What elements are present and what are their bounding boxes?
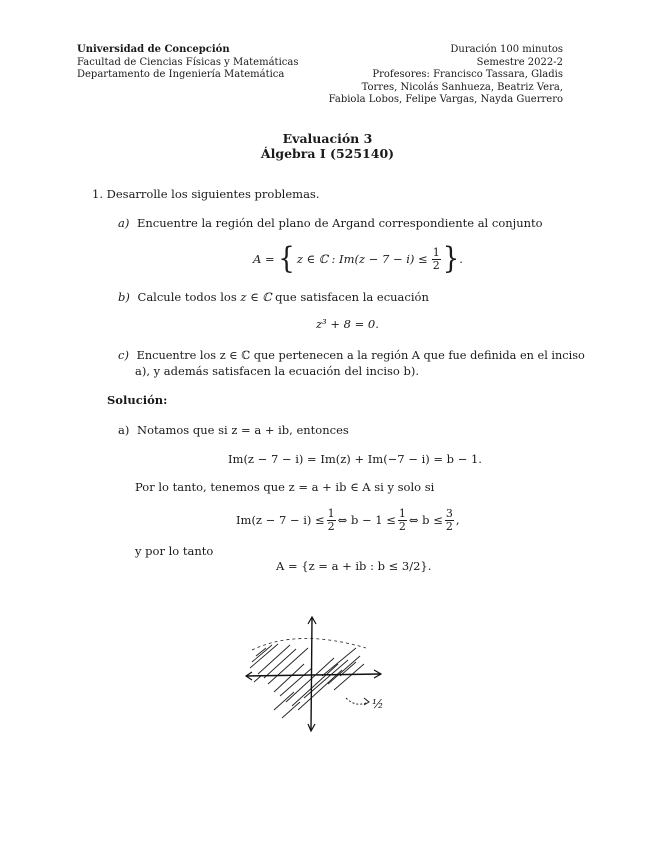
semester: Semestre 2022-2: [476, 56, 563, 68]
equivalence-chain: [236, 503, 460, 537]
cubic-equation: z³ + 8 = 0.: [316, 317, 379, 331]
frac-denominator: 2: [327, 519, 335, 533]
frac-numerator: 1: [432, 245, 440, 259]
university-name: Universidad de Concepción: [77, 44, 230, 55]
header-exam-info: [323, 44, 563, 107]
frac-numerator: 1: [327, 506, 335, 520]
solution-a-label: a): [118, 423, 130, 437]
duration: Duración 100 minutos: [450, 44, 563, 55]
region-sketch: [238, 612, 388, 737]
item-a: [118, 216, 543, 231]
faculty-name: Facultad de Ciencias Físicas y Matemáticas: [77, 56, 299, 68]
professors-line: Fabiola Lobos, Felipe Vargas, Nayda Guerrero: [328, 94, 563, 105]
fraction-half: [327, 508, 336, 533]
boundary-line: [252, 638, 366, 650]
problem-text: Desarrolle los siguientes problemas.: [106, 187, 320, 201]
set-body: z ∈ ℂ : Im(z − 7 − i) ≤: [296, 252, 428, 266]
problem-number: 1.: [92, 187, 103, 201]
and-so-text: y por lo tanto: [135, 544, 214, 558]
problem-statement: [92, 187, 320, 202]
real-axis: [246, 674, 380, 676]
item-b-text-pre: Calcule todos los: [137, 290, 237, 304]
chain-part2: ⇔ b − 1 ≤: [337, 513, 396, 527]
department-name: Departamento de Ingeniería Matemática: [77, 69, 285, 80]
course-title: Álgebra I (525140): [260, 146, 395, 161]
fraction-half: [432, 247, 441, 272]
eq-lhs: A =: [253, 252, 279, 266]
item-b-var: z ∈ ℂ: [240, 290, 272, 304]
solution-heading: Solución:: [107, 393, 168, 407]
frac-denominator: 2: [445, 519, 453, 533]
fraction-half: [398, 508, 407, 533]
exam-title: Evaluación 3: [282, 131, 373, 146]
professors-line: Torres, Nicolás Sanhueza, Beatriz Vera,: [361, 81, 563, 93]
right-brace: }: [442, 241, 460, 277]
imaginary-part-equation: Im(z − 7 − i) = Im(z) + Im(−7 − i) = b − 1.: [228, 452, 482, 466]
solution-a-intro: [118, 423, 349, 438]
frac-numerator: 3: [445, 506, 453, 520]
imaginary-axis: [311, 618, 312, 730]
hatch-lines: [250, 644, 364, 718]
item-a-label: a): [118, 216, 130, 230]
frac-numerator: 1: [398, 506, 406, 520]
solution-therefore: Por lo tanto, tenemos que z = a + ib ∈ A si y solo si: [135, 480, 435, 494]
item-b-label: b): [118, 290, 130, 304]
chain-part3: ⇔ b ≤: [408, 513, 443, 527]
chain-part1: Im(z − 7 − i) ≤: [236, 513, 325, 527]
frac-denominator: 2: [398, 519, 406, 533]
eq-end: .: [459, 252, 463, 266]
annotation-arrowhead-icon: [364, 698, 369, 705]
left-brace: {: [278, 241, 295, 277]
item-c: [118, 348, 585, 364]
item-c-line1: Encuentre los z ∈ ℂ que pertenecen a la región A que fue definida en el inciso: [136, 349, 585, 362]
set-a-equation: [253, 241, 463, 277]
item-c-line2: a), y además satisfacen la ecuación del inciso b).: [135, 364, 420, 378]
professors-line: Profesores: Francisco Tassara, Gladis: [372, 69, 563, 80]
frac-denominator: 2: [432, 258, 440, 272]
item-b: [118, 290, 429, 305]
set-a-result: A = {z = a + ib : b ≤ 3/2}.: [276, 559, 432, 573]
axis-annotation: ½: [372, 697, 384, 711]
item-c-label: c): [118, 348, 129, 362]
item-b-text-post: que satisfacen la ecuación: [275, 290, 429, 304]
solution-intro-text: Notamos que si z = a + ib, entonces: [137, 423, 349, 437]
item-a-text: Encuentre la región del plano de Argand correspondiente al conjunto: [137, 216, 543, 230]
fraction-three-halves: [445, 508, 454, 533]
header-institution: [77, 44, 298, 82]
chain-end: ,: [455, 513, 460, 527]
